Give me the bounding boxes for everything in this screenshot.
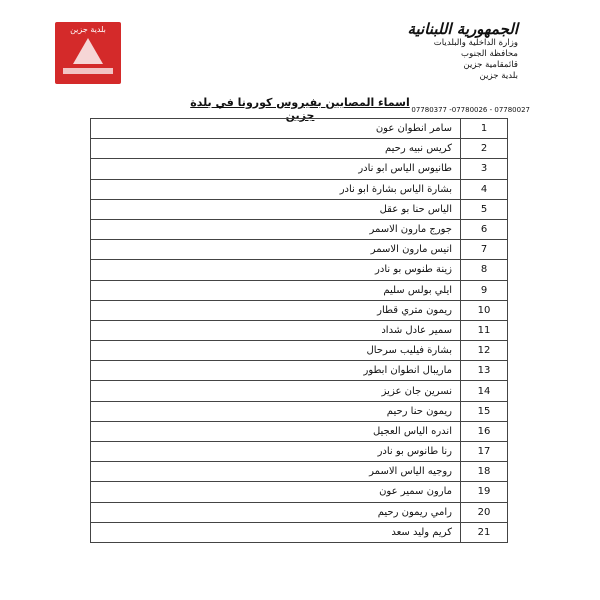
- patient-name: سامر انطوان عون: [91, 119, 461, 139]
- table-row: [91, 159, 508, 179]
- row-number: 20: [461, 502, 508, 522]
- row-number: 4: [461, 179, 508, 199]
- row-number: 19: [461, 482, 508, 502]
- patient-name: نسرين جان عزيز: [91, 381, 461, 401]
- table-row: [91, 421, 508, 441]
- ministry-line: وزارة الداخلية والبلديات: [433, 38, 518, 48]
- table-row: [91, 199, 508, 219]
- table-row: [91, 361, 508, 381]
- row-number: 13: [461, 361, 508, 381]
- patient-name: رنا طانوس بو نادر: [91, 442, 461, 462]
- row-number: 3: [461, 159, 508, 179]
- row-number: 12: [461, 341, 508, 361]
- phone-numbers: 07780377 -07780026 - 07780027: [411, 106, 530, 114]
- patient-name: رامي ريمون رحيم: [91, 502, 461, 522]
- table-row: [91, 240, 508, 260]
- district-line: قائمقامية جزين: [463, 60, 518, 70]
- row-number: 17: [461, 442, 508, 462]
- row-number: 2: [461, 139, 508, 159]
- patient-name: جورج مارون الاسمر: [91, 219, 461, 239]
- patient-name: مارون سمير عون: [91, 482, 461, 502]
- republic-heading: الجمهورية اللبنانية: [407, 20, 518, 38]
- logo-label: بلدية جزين: [70, 25, 106, 34]
- cedar-icon: [73, 38, 103, 64]
- patient-name: ريمون حنا رحيم: [91, 401, 461, 421]
- patient-name: روجيه الياس الاسمر: [91, 462, 461, 482]
- table-row: [91, 522, 508, 542]
- logo-band: [63, 68, 113, 74]
- municipality-logo: [55, 22, 121, 84]
- row-number: 9: [461, 280, 508, 300]
- municipality-line: بلدية جزين: [479, 71, 518, 81]
- table-row: [91, 341, 508, 361]
- patient-name: سمير عادل شداد: [91, 320, 461, 340]
- row-number: 11: [461, 320, 508, 340]
- patients-table: [90, 118, 508, 543]
- patient-name: كريم وليد سعد: [91, 522, 461, 542]
- letterhead: [338, 20, 530, 114]
- table-row: [91, 260, 508, 280]
- patient-name: ايلي بولس سليم: [91, 280, 461, 300]
- patient-name: كريس نبيه رحيم: [91, 139, 461, 159]
- document-title: اسماء المصابين بفيروس كورونا في بلدة جزين: [190, 96, 410, 122]
- patient-name: زينة طنوس بو نادر: [91, 260, 461, 280]
- patient-name: ماريبال انطوان ابطور: [91, 361, 461, 381]
- row-number: 5: [461, 199, 508, 219]
- patient-name: انيس مارون الاسمر: [91, 240, 461, 260]
- row-number: 15: [461, 401, 508, 421]
- table-row: [91, 482, 508, 502]
- table-row: [91, 280, 508, 300]
- row-number: 6: [461, 219, 508, 239]
- table-row: [91, 320, 508, 340]
- patient-name: ريمون متري قطار: [91, 300, 461, 320]
- table-row: [91, 179, 508, 199]
- table-row: [91, 401, 508, 421]
- row-number: 1: [461, 119, 508, 139]
- table-row: [91, 381, 508, 401]
- table-row: [91, 442, 508, 462]
- row-number: 21: [461, 522, 508, 542]
- governorate-line: محافظة الجنوب: [461, 49, 518, 59]
- table-row: [91, 502, 508, 522]
- table-row: [91, 300, 508, 320]
- table-row: [91, 139, 508, 159]
- table-row: [91, 119, 508, 139]
- patient-name: بشارة فيليب سرحال: [91, 341, 461, 361]
- patient-name: اندره الياس العجيل: [91, 421, 461, 441]
- table-row: [91, 219, 508, 239]
- row-number: 16: [461, 421, 508, 441]
- row-number: 10: [461, 300, 508, 320]
- row-number: 7: [461, 240, 508, 260]
- patient-name: طانيوس الياس ابو نادر: [91, 159, 461, 179]
- row-number: 18: [461, 462, 508, 482]
- row-number: 8: [461, 260, 508, 280]
- row-number: 14: [461, 381, 508, 401]
- patient-name: بشارة الياس بشارة ابو نادر: [91, 179, 461, 199]
- patient-name: الياس حنا بو عقل: [91, 199, 461, 219]
- table-row: [91, 462, 508, 482]
